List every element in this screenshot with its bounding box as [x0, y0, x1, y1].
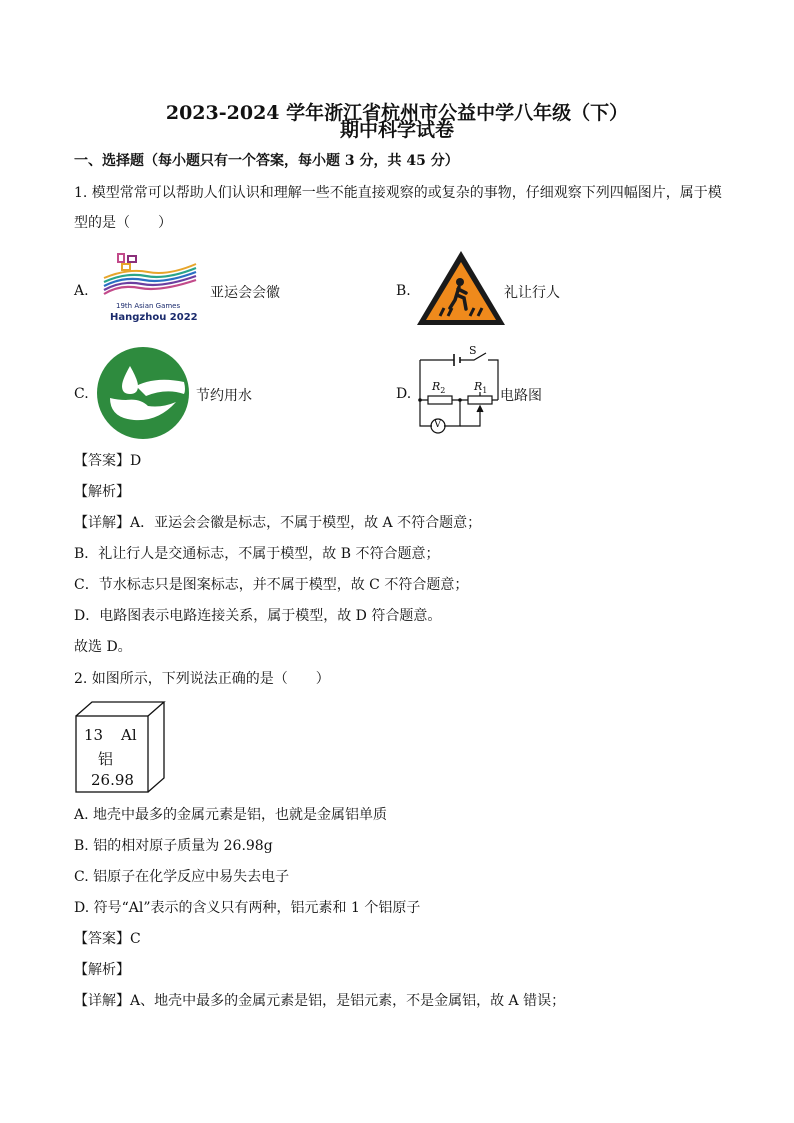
q1-option-c-letter: C.	[74, 386, 89, 402]
pedestrian-crossing-icon	[414, 248, 508, 328]
circuit-diagram	[416, 344, 502, 440]
q1-option-b-caption: 礼让行人	[504, 285, 560, 301]
page-subtitle: 期中科学试卷	[339, 119, 454, 141]
q1-option-c-caption: 节约用水	[196, 388, 252, 404]
q2-answer: 【答案】C	[74, 931, 141, 947]
pedestrian-sign	[414, 248, 508, 328]
q1-detail-line: C．节水标志只是图案标志，并不属于模型，故 C 不符合题意；	[74, 577, 469, 593]
water-saving-logo	[96, 346, 190, 440]
q2-stem: 2. 如图所示，下列说法正确的是（ ）	[74, 671, 330, 687]
q2-detail-line: 【详解】A、地壳中最多的金属元素是铝，是铝元素，不是金属铝，故 A 错误；	[74, 993, 566, 1009]
element-number: 13	[84, 726, 104, 744]
q1-detail-line: D．电路图表示电路连接关系，属于模型，故 D 符合题意。	[74, 608, 442, 624]
section-heading: 一、选择题（每小题只有一个答案，每小题 3 分，共 45 分）	[74, 153, 459, 169]
q1-analysis: 【解析】	[74, 484, 130, 500]
q1-stem-line1: 1. 模型常常可以帮助人们认识和理解一些不能直接观察的或复杂的事物，仔细观察下列四幅图片，属于模	[74, 185, 722, 201]
asian-games-logo	[100, 250, 200, 326]
logo-text-large: Hangzhou 2022	[110, 312, 198, 323]
element-name: 铝	[98, 750, 114, 768]
q1-option-a-caption: 亚运会会徽	[210, 285, 280, 301]
element-mass: 26.98	[91, 771, 134, 789]
r1-label: $R_1$	[474, 380, 488, 396]
r2-label: $R_2$	[432, 380, 446, 396]
logo-text-small: 19th Asian Games	[116, 302, 181, 310]
q1-option-b-letter: B.	[396, 283, 411, 299]
q2-analysis: 【解析】	[74, 962, 130, 978]
voltmeter-label: V	[434, 419, 442, 430]
q2-option-b: B. 铝的相对原子质量为 26.98g	[74, 838, 273, 854]
q1-option-d-caption: 电路图	[500, 388, 542, 404]
element-symbol: Al	[121, 726, 137, 744]
page-title: 2023-2024 学年浙江省杭州市公益中学八年级（下）	[165, 102, 629, 124]
q2-option-c: C. 铝原子在化学反应中易失去电子	[74, 869, 290, 885]
circuit-diagram-icon	[416, 348, 502, 440]
q1-option-a-letter: A.	[74, 283, 89, 299]
element-card	[74, 700, 166, 796]
q2-option-d: D. 符号“Al”表示的含义只有两种，铝元素和 1 个铝原子	[74, 900, 421, 916]
q1-stem-line2: 型的是（ ）	[74, 215, 172, 231]
q1-detail-line: 【详解】A．亚运会会徽是标志，不属于模型，故 A 不符合题意；	[74, 515, 482, 531]
q1-detail-line: 故选 D。	[74, 639, 132, 655]
q1-answer: 【答案】D	[74, 453, 142, 469]
q2-option-a: A. 地壳中最多的金属元素是铝，也就是金属铝单质	[74, 807, 388, 823]
q1-option-d-letter: D.	[396, 386, 412, 402]
switch-label: S	[469, 344, 477, 357]
water-drop-icon	[96, 346, 190, 440]
q1-detail-line: B．礼让行人是交通标志，不属于模型，故 B 不符合题意；	[74, 546, 440, 562]
